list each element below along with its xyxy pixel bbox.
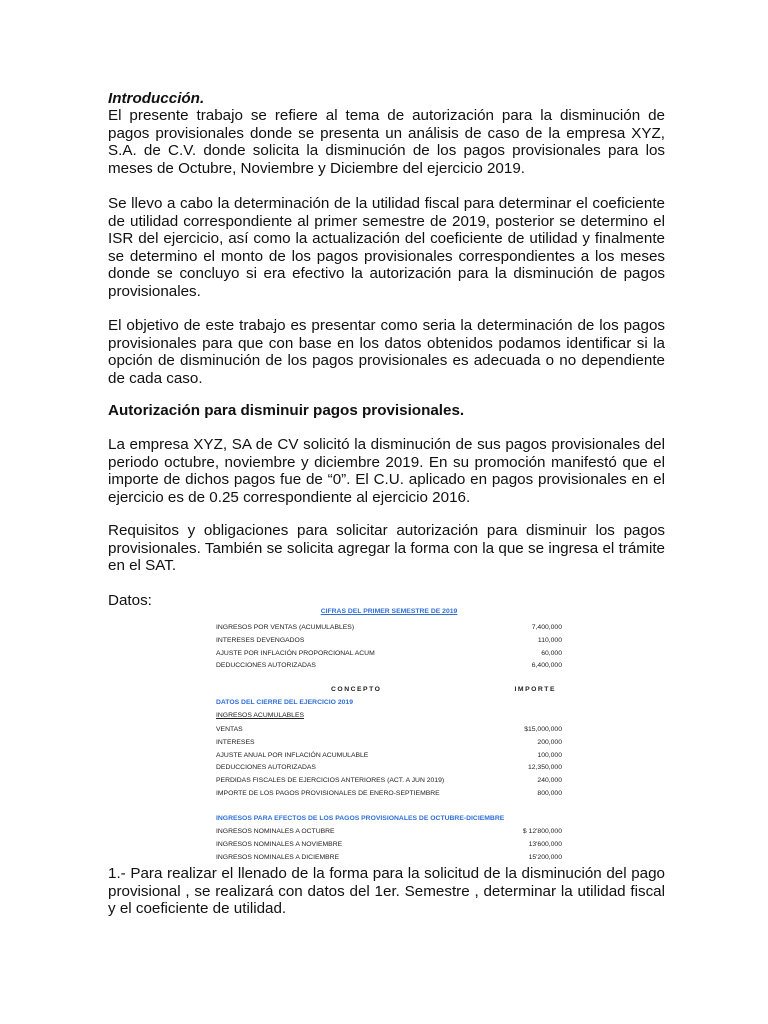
table-row: INTERESES 200,000 (216, 739, 562, 746)
intro-paragraph-3: El objetivo de este trabajo es presentar como seria la determinación de los pagos provisionales para que con base en los datos obtenidos podamos identificar si la opción de disminución de los pagos provisionales es adecuada o no dependiente de cada caso. (108, 317, 665, 387)
section-heading: Autorización para disminuir pagos provisionales. (108, 402, 465, 419)
close-section-title: DATOS DEL CIERRE DEL EJERCICIO 2019 (216, 699, 353, 706)
table-row: DEDUCCIONES AUTORIZADAS 6,400,000 (216, 662, 562, 669)
table-row: AJUSTE ANUAL POR INFLACIÓN ACUMULABLE 100,000 (216, 752, 562, 759)
table-row: INGRESOS NOMINALES A DICIEMBRE 15'200,000 (216, 854, 562, 861)
table-row: INTERESES DEVENGADOS 110,000 (216, 637, 562, 644)
table-row: AJUSTE POR INFLACIÓN PROPORCIONAL ACUM 60,000 (216, 650, 562, 657)
table-row: INGRESOS POR VENTAS (ACUMULABLES) 7,400,000 (216, 624, 562, 631)
intro-paragraph-2: Se llevo a cabo la determinación de la utilidad fiscal para determinar el coeficiente de utilidad correspondiente al primer semestre de 2019, posterior se determino el ISR del ejercicio, así como la actualización del coeficiente de utilidad y finalmente se determino el monto de los pagos provisionales correspondientes a los meses donde se concluyo si era efectivo la autorización para la disminución de pagos provisionales. (108, 195, 665, 300)
table-row: DEDUCCIONES AUTORIZADAS 12,350,000 (216, 764, 562, 771)
table-header (216, 686, 562, 696)
column-amount: IMPORTE (514, 686, 556, 693)
effects-section-title: INGRESOS PARA EFECTOS DE LOS PAGOS PROVISIONALES DE OCTUBRE-DICIEMBRE (216, 815, 505, 822)
table-row: INGRESOS NOMINALES A OCTUBRE $ 12'800,000 (216, 828, 562, 835)
column-concept: CONCEPTO (331, 686, 382, 693)
intro-paragraph-1: El presente trabajo se refiere al tema de autorización para la disminución de pagos provisionales donde se presenta un análisis de caso de la empresa XYZ, S.A. de C.V. donde solicita la disminución de los pagos provisionales para los meses de Octubre, Noviembre y Diciembre del ejercicio 2019. (108, 107, 665, 177)
table-title: CIFRAS DEL PRIMER SEMESTRE DE 2019 (320, 608, 458, 615)
table-row: VENTAS $15,000,000 (216, 726, 562, 733)
data-table-image (210, 606, 568, 864)
intro-heading: Introducción. (108, 90, 205, 107)
close-subtitle: INGRESOS ACUMULABLES (216, 712, 305, 719)
datos-label: Datos: (108, 592, 152, 609)
table-row: PERDIDAS FISCALES DE EJERCICIOS ANTERIORES (ACT. A JUN 2019) 240,000 (216, 777, 562, 784)
step-1-paragraph: 1.- Para realizar el llenado de la forma para la solicitud de la disminución del pago provisional , se realizará con datos del 1er. Semestre , determinar la utilidad fiscal y el coeficiente de utilidad. (108, 865, 665, 917)
section-paragraph-2: Requisitos y obligaciones para solicitar autorización para disminuir los pagos provisionales. También se solicita agregar la forma con la que se ingresa el trámite en el SAT. (108, 522, 665, 574)
section-paragraph-1: La empresa XYZ, SA de CV solicitó la disminución de sus pagos provisionales del periodo octubre, noviembre y diciembre 2019. En su promoción manifestó que el importe de dichos pagos fue de “0”. El C.U. aplicado en pagos provisionales en el ejercicio es de 0.25 correspondiente al ejercicio 2016. (108, 436, 665, 506)
table-row: IMPORTE DE LOS PAGOS PROVISIONALES DE ENERO-SEPTIEMBRE 800,000 (216, 790, 562, 797)
table-row: INGRESOS NOMINALES A NOVIEMBRE 13'600,000 (216, 841, 562, 848)
